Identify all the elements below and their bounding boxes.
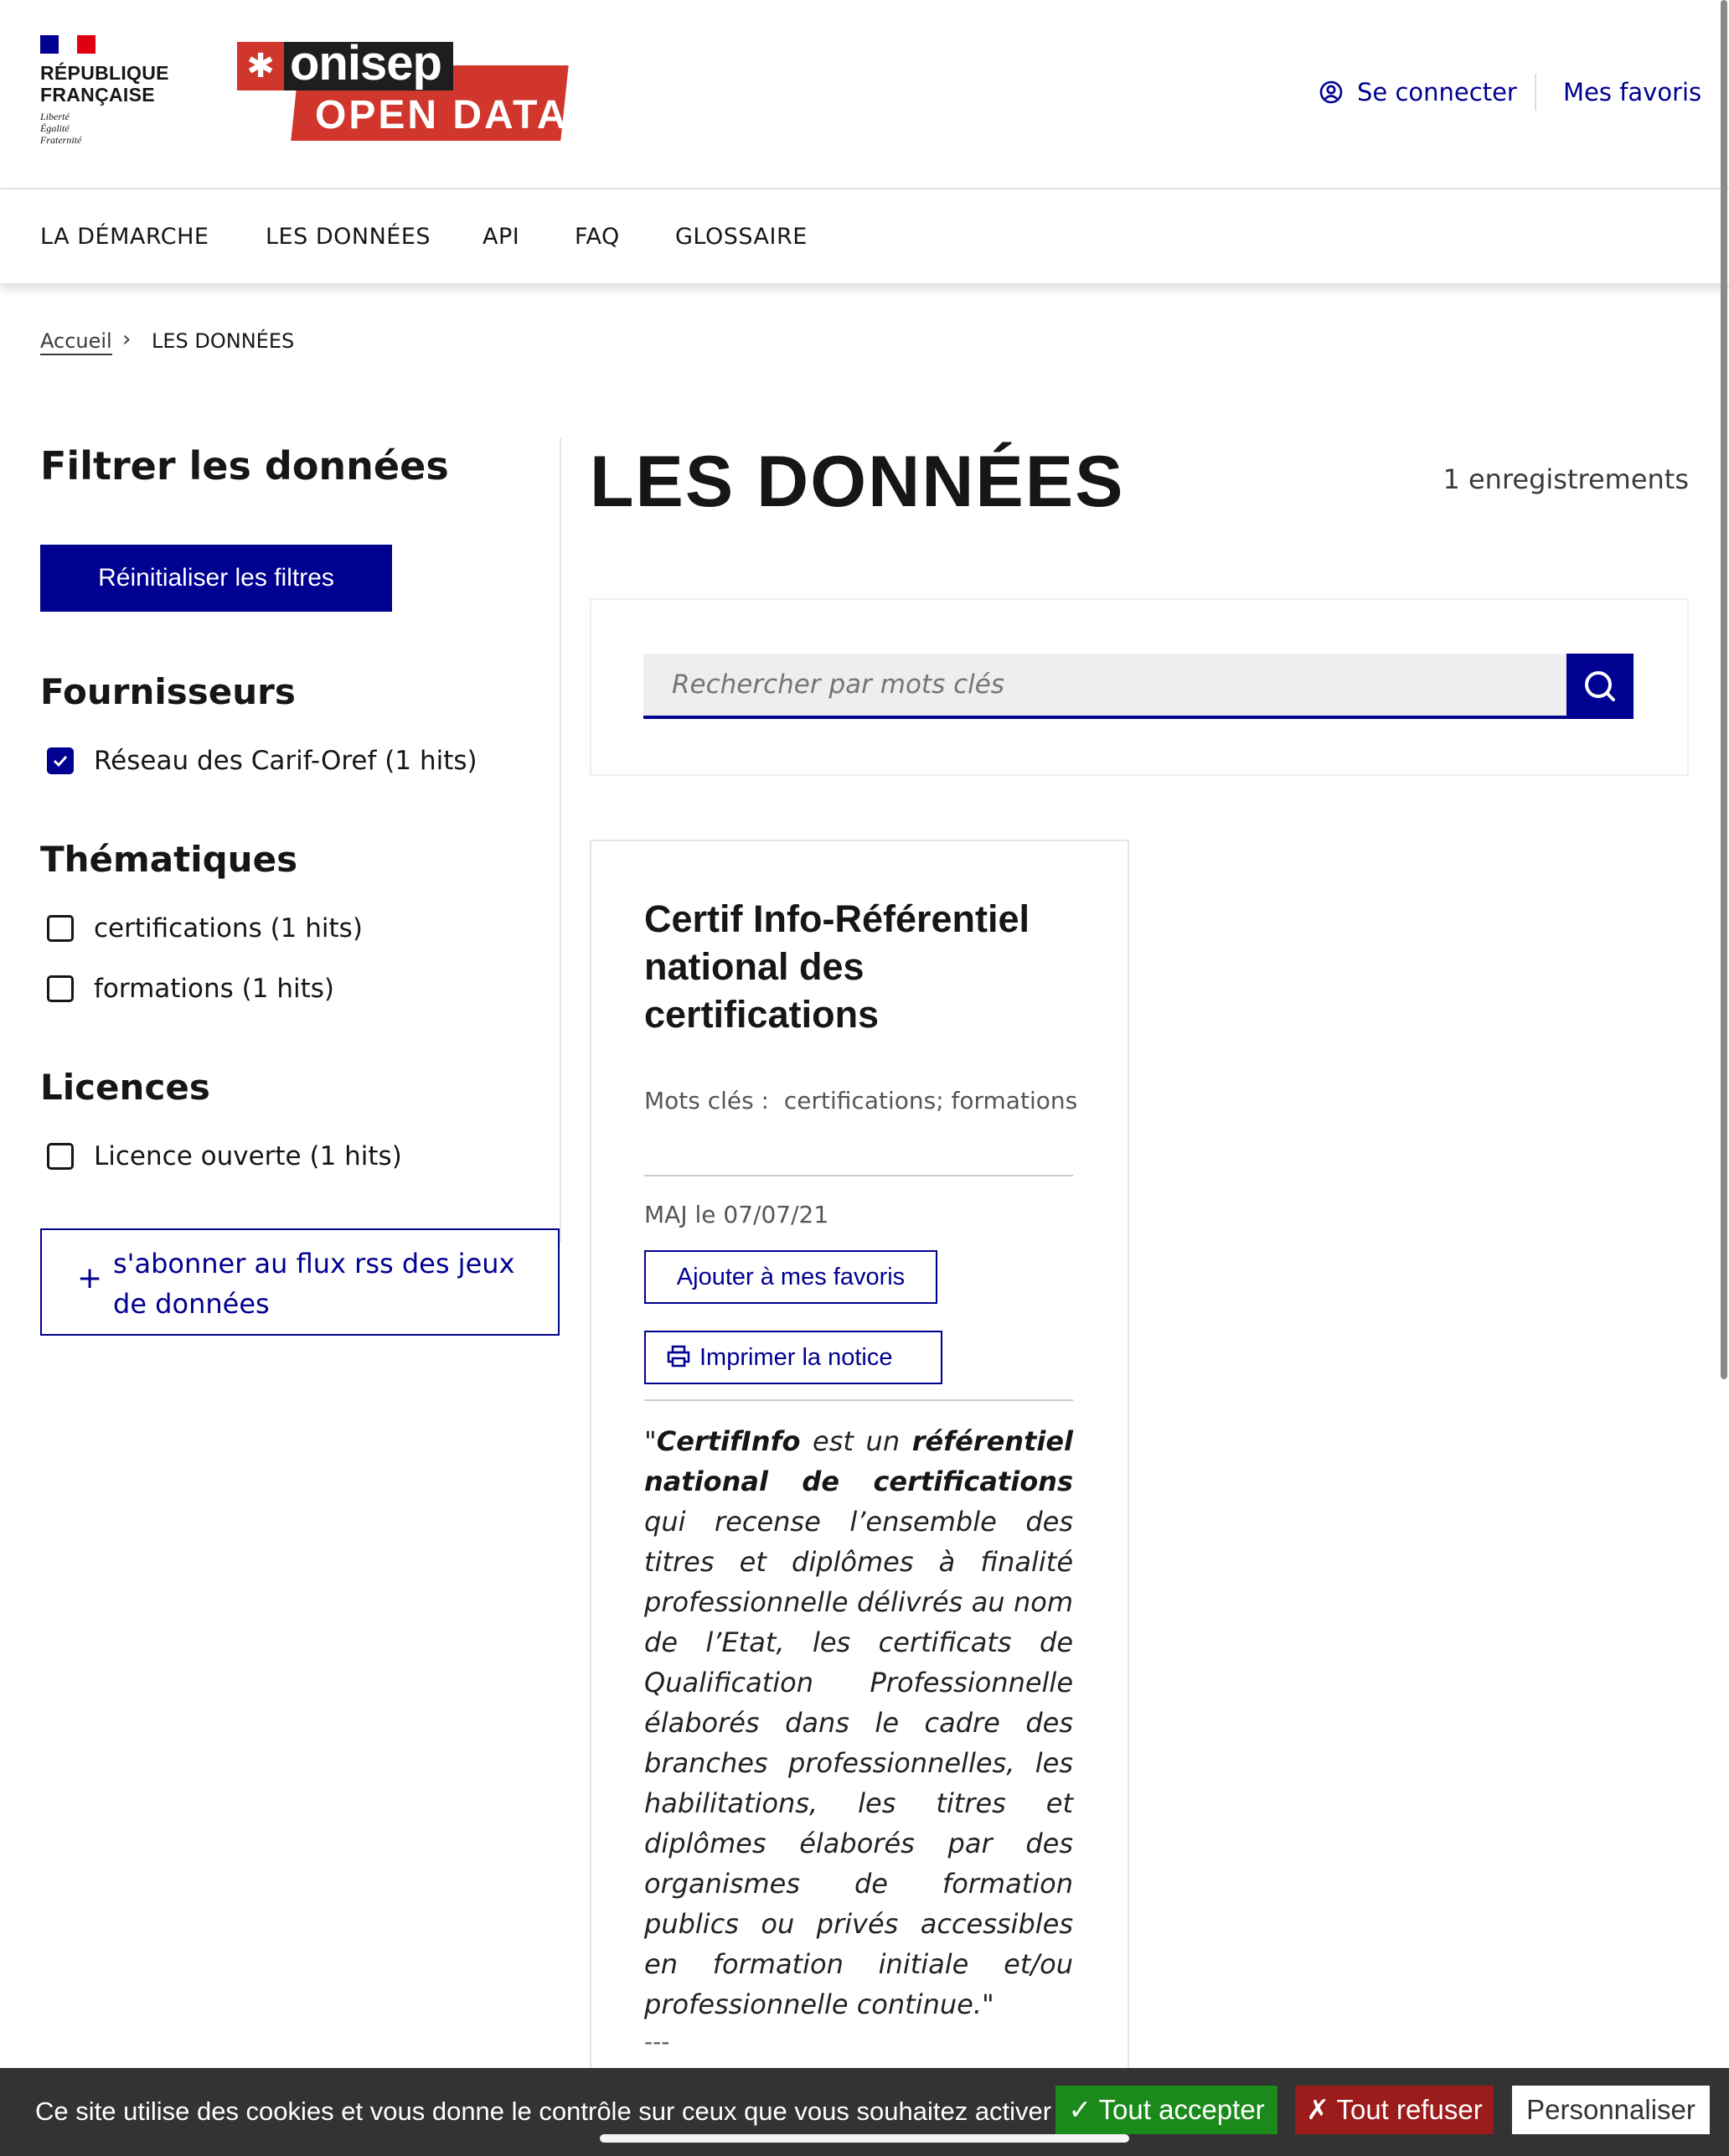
accept-all-cookies-button[interactable]: ✓ Tout accepter [1055,2086,1277,2134]
breadcrumb-home-link[interactable]: Accueil [40,328,112,355]
nav-item-faq[interactable]: FAQ [575,224,620,250]
dataset-title[interactable]: Certif Info-Référentiel national des certifications [644,897,1030,1036]
logo-onisep-text: onisep [290,36,441,90]
description-text: est un [800,1425,912,1457]
page-title: LES DONNÉES [590,442,1125,522]
checkbox-reseau-carif-oref[interactable] [47,747,74,774]
dataset-keywords [644,1081,1097,1121]
checkbox-licence-ouverte[interactable] [47,1143,74,1170]
plus-icon: + [77,1261,103,1295]
home-indicator [600,2134,1129,2143]
card-divider [644,1399,1073,1401]
french-flag-icon [40,35,95,54]
motto-liberte: Liberté [40,111,70,122]
nav-item-glossaire[interactable]: GLOSSAIRE [675,224,808,250]
description-separator: --- [644,2028,670,2055]
search-input[interactable] [643,654,1568,719]
chevron-right-icon: › [122,327,132,352]
main-navigation [0,189,1729,283]
site-header [0,0,1729,189]
nav-item-les-donnees[interactable]: LES DONNÉES [266,224,431,250]
user-account-icon [1319,80,1344,105]
header-separator [1535,74,1536,111]
description-text: qui recense l’ensemble des titres et diplômes à finalité professionnelle délivrés au nom de l’Etat, les certificats de Qualification Professionnelle élaborés dans le cadre des branches professionnelles, les habilitations, les titres et diplômes élaborés par des organismes de formation publics ou privés accessibles en formation initiale et/ou professionnelle continue. [644,1506,1073,2020]
checkbox-label[interactable]: Licence ouverte (1 hits) [94,1141,402,1171]
filter-group-title: Fournisseurs [40,671,296,712]
dataset-description [644,1421,1073,2024]
filter-group-title: Thématiques [40,839,298,880]
checkbox-formations[interactable] [47,975,74,1002]
filter-group-title: Licences [40,1067,210,1108]
checkbox-label[interactable]: Réseau des Carif-Oref (1 hits) [94,746,477,776]
nav-item-la-demarche[interactable]: LA DÉMARCHE [40,224,209,250]
card-divider [644,1175,1073,1176]
page-scrollbar[interactable] [1721,0,1727,1379]
reset-filters-button[interactable]: Réinitialiser les filtres [40,545,392,612]
republic-motto [40,111,81,146]
keywords-label: Mots clés : [644,1087,770,1114]
cookie-message: Ce site utilise des cookies et vous donne le contrôle sur ceux que vous souhaitez activer [35,2097,1052,2126]
add-to-favorites-label: Ajouter à mes favoris [676,1264,906,1290]
refuse-all-cookies-button[interactable]: ✗ Tout refuser [1295,2086,1494,2134]
customize-cookies-button[interactable]: Personnaliser [1512,2086,1710,2134]
breadcrumb-current: LES DONNÉES [152,329,295,353]
favorites-link[interactable]: Mes favoris [1563,78,1702,106]
quote-mark: " [644,1425,657,1457]
search-icon [1566,654,1634,719]
description-bold: CertifInfo [656,1425,801,1457]
quote-mark: " [982,1988,994,2020]
printer-icon [666,1344,691,1369]
checkbox-label[interactable]: formations (1 hits) [94,974,334,1004]
onisep-star-icon: ✱ [237,42,284,90]
print-notice-label: Imprimer la notice [699,1344,893,1371]
dataset-updated-date: MAJ le 07/07/21 [644,1201,829,1228]
checkbox-label[interactable]: certifications (1 hits) [94,913,363,944]
search-button[interactable] [1566,654,1634,719]
column-divider [560,437,561,1242]
republique-line-1: RÉPUBLIQUE [40,62,169,84]
description-bold: référentiel national de certifications [644,1425,1073,1497]
add-to-favorites-button[interactable] [644,1250,937,1304]
result-count: 1 enregistrements [1443,463,1689,495]
checkmark-icon [52,752,69,769]
filter-title: Filtrer les données [40,443,449,489]
checkbox-certifications[interactable] [47,915,74,942]
republique-line-2: FRANÇAISE [40,84,155,106]
login-link[interactable]: Se connecter [1357,78,1517,106]
keywords-value: certifications; formations [783,1087,1078,1114]
rss-subscribe-label[interactable]: s'abonner au flux rss des jeux de données [113,1248,515,1320]
nav-item-api[interactable]: API [483,224,520,250]
print-notice-button[interactable] [644,1331,942,1384]
logo-open-data-text: OPEN DATA [315,93,569,137]
motto-fraternite: Fraternité [40,134,82,146]
motto-egalite: Égalité [40,122,70,134]
republique-francaise-logo[interactable] [40,62,169,106]
